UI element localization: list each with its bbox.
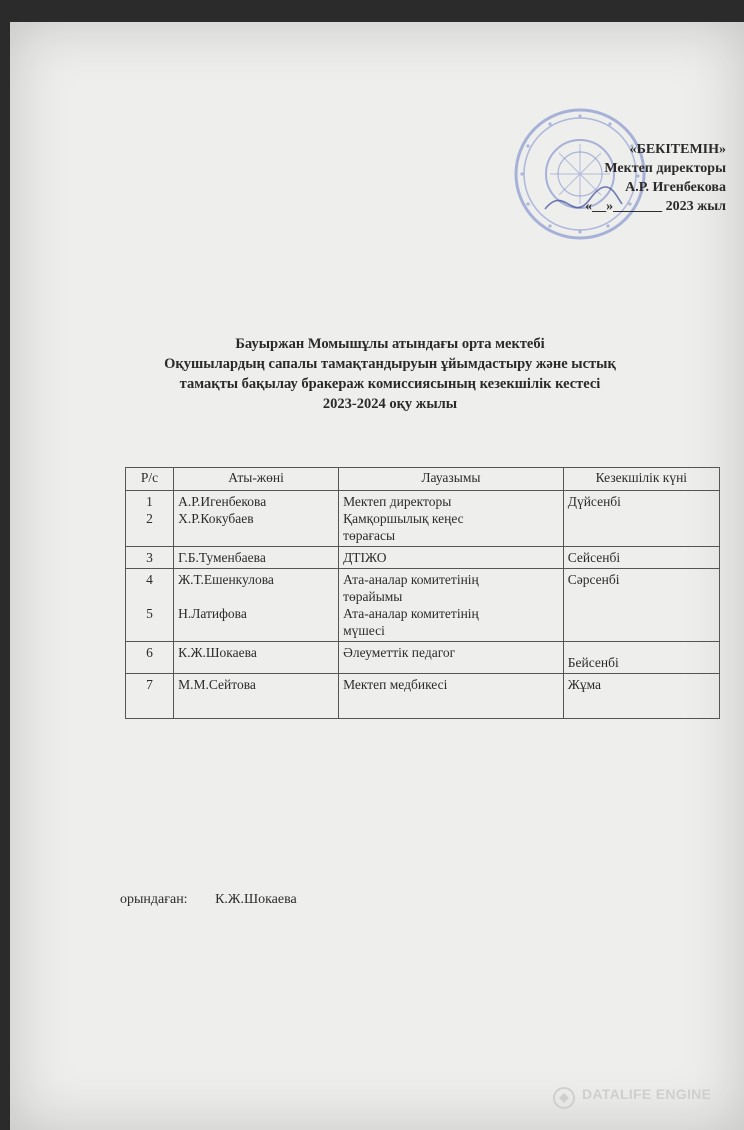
table-header-row [126, 468, 720, 491]
datalife-logo-icon [552, 1086, 576, 1110]
row-number: 7 [126, 674, 174, 719]
datalife-watermark [552, 1082, 732, 1112]
row-name: А.Р.Игенбекова Х.Р.Кокубаев [174, 491, 339, 547]
header-position: Лауазымы [339, 468, 564, 491]
row-position: Мектеп медбикесі [339, 674, 564, 719]
table-row [126, 642, 720, 674]
row-position: Әлеуметтік педагог [339, 642, 564, 674]
row-number: 4 5 [126, 569, 174, 642]
signature-line [120, 892, 297, 908]
signature-name: К.Ж.Шокаева [215, 892, 297, 907]
row-number: 1 2 [126, 491, 174, 547]
title-line-3: тамақты бақылау бракераж комиссиясының кезекшілік кестесі [179, 376, 601, 392]
table-row [126, 547, 720, 569]
approval-position: Мектеп директоры [604, 161, 726, 176]
signature-label: орындаған: [120, 892, 188, 907]
header-number: Р/с [126, 468, 174, 491]
row-number: 3 [126, 547, 174, 569]
title-line-2: Оқушылардың сапалы тамақтандыруын ұйымдастыру және ыстық [164, 356, 616, 372]
header-duty-day: Кезекшілік күні [563, 468, 719, 491]
row-name: К.Ж.Шокаева [174, 642, 339, 674]
table-row [126, 674, 720, 719]
title-line-4: 2023-2024 оқу жылы [322, 396, 458, 412]
row-duty-day: Жұма [563, 674, 719, 719]
duty-schedule-table [125, 467, 720, 719]
row-name: М.М.Сейтова [174, 674, 339, 719]
row-name: Ж.Т.Ешенкулова Н.Латифова [174, 569, 339, 642]
watermark-title: DATALIFE ENGINE [582, 1086, 712, 1102]
row-number: 6 [126, 642, 174, 674]
row-position: ДТІЖО [339, 547, 564, 569]
approval-name: А.Р. Игенбекова [625, 180, 726, 195]
row-position: Ата-аналар комитетінің төрайымы Ата-аналар комитетінің мүшесі [339, 569, 564, 642]
document-title [70, 334, 710, 414]
header-name: Аты-жөні [174, 468, 339, 491]
approval-block [496, 140, 726, 216]
row-duty-day: Бейсенбі [563, 642, 719, 674]
row-duty-day: Дүйсенбі [563, 491, 719, 547]
row-position: Мектеп директоры Қамқоршылық кеңес төрағасы [339, 491, 564, 547]
approval-date-line: «__»_______ 2023 жыл [585, 199, 726, 214]
row-duty-day: Сәрсенбі [563, 569, 719, 642]
row-name: Г.Б.Туменбаева [174, 547, 339, 569]
title-line-1: Бауыржан Момышұлы атындағы орта мектебі [235, 336, 545, 352]
document-page [10, 22, 744, 1130]
table-row [126, 569, 720, 642]
table-row [126, 491, 720, 547]
approval-heading: «БЕКІТЕМІН» [629, 142, 726, 157]
row-duty-day: Сейсенбі [563, 547, 719, 569]
